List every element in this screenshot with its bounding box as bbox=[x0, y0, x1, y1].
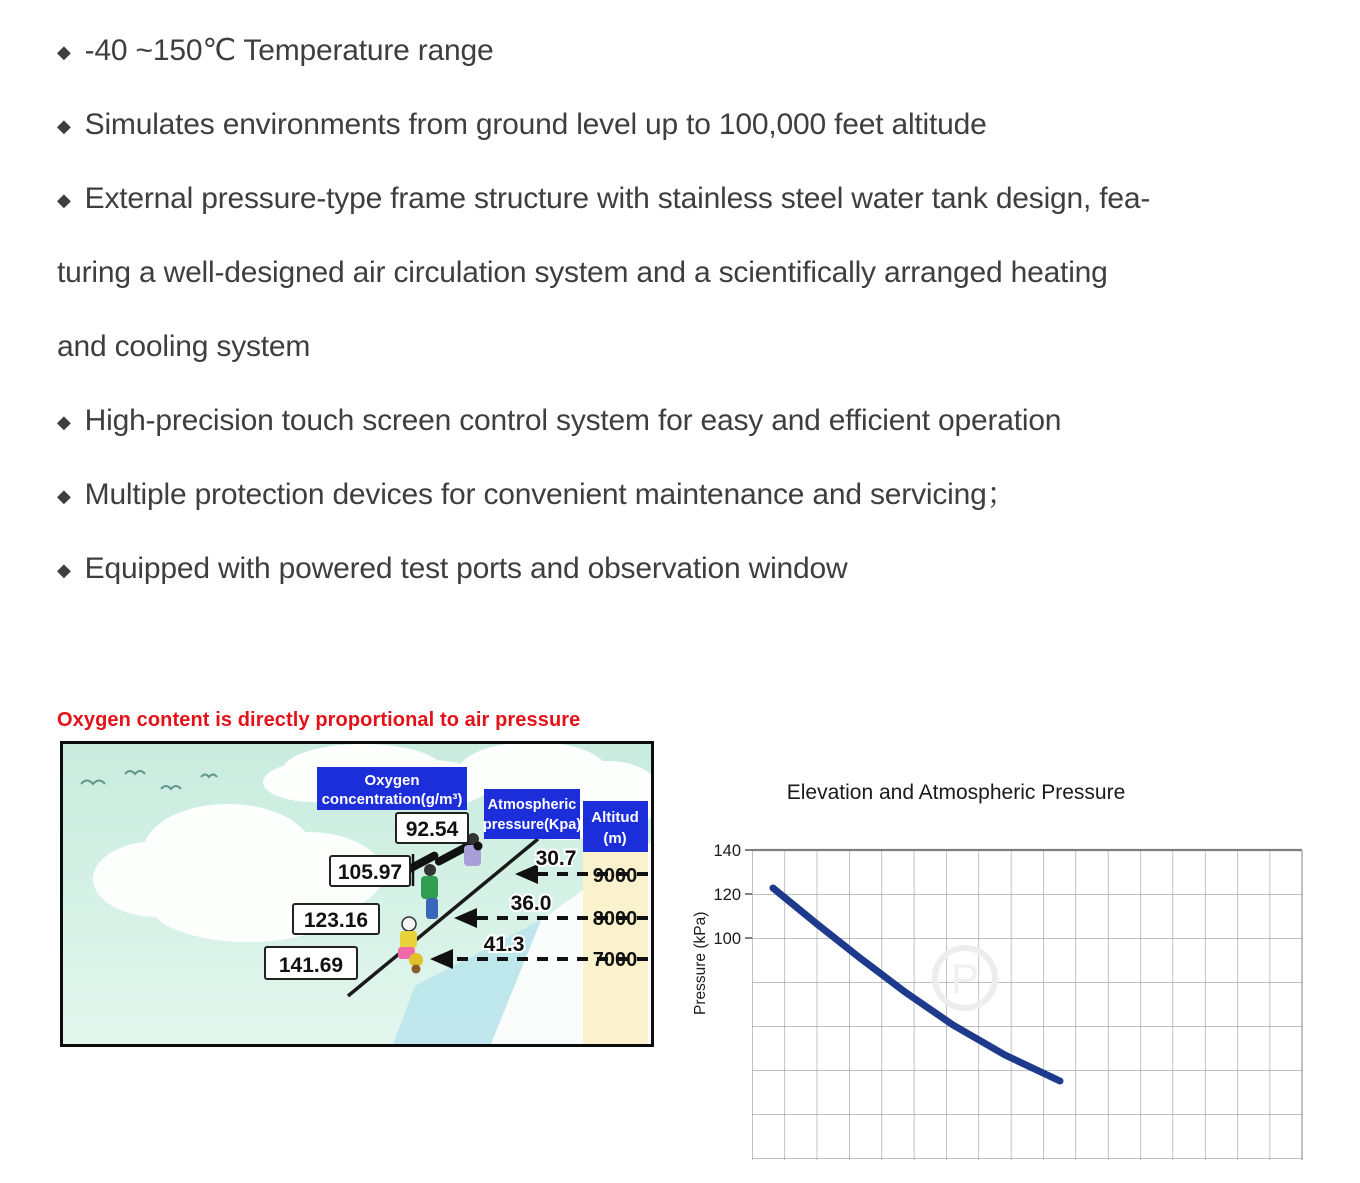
feature-line bbox=[57, 162, 1347, 236]
pressure-chart-canvas bbox=[675, 763, 1360, 1183]
svg-text:41.3: 41.3 bbox=[483, 933, 525, 956]
diamond-bullet-icon: ◆ bbox=[57, 412, 71, 432]
diamond-bullet-icon: ◆ bbox=[57, 486, 71, 506]
oxygen-illustration bbox=[60, 741, 654, 1047]
oxygen-label: Oxygen bbox=[364, 772, 420, 789]
pressure-label: Atmospheric bbox=[487, 797, 577, 813]
svg-text:P: P bbox=[950, 955, 980, 1002]
plot-area bbox=[752, 850, 1302, 1160]
altitude-label: (m) bbox=[603, 830, 627, 847]
feature-text: turing a well-designed air circulation system and a scientifically arranged heating bbox=[57, 256, 1108, 289]
feature-line bbox=[57, 14, 1347, 88]
oxygen-illustration-canvas bbox=[63, 744, 651, 1044]
svg-text:30.7: 30.7 bbox=[535, 847, 577, 870]
feature-text: Simulates environments from ground level up to 100,000 feet altitude bbox=[84, 108, 987, 141]
svg-text:36.0: 36.0 bbox=[510, 892, 552, 915]
y-axis-tick: 120 bbox=[713, 886, 741, 904]
oxygen-value: 105.97 bbox=[337, 861, 403, 884]
feature-text: External pressure-type frame structure with stainless steel water tank design, fea- bbox=[84, 182, 1151, 215]
altitude-value: 8000 bbox=[592, 908, 638, 930]
diamond-bullet-icon: ◆ bbox=[57, 116, 71, 136]
y-axis bbox=[713, 842, 752, 948]
y-axis-tick: 100 bbox=[713, 930, 741, 948]
feature-text: -40 ~150℃ Temperature range bbox=[84, 34, 494, 67]
y-axis-tick: 140 bbox=[713, 842, 741, 860]
feature-line bbox=[57, 384, 1347, 458]
chart-title: Elevation and Atmospheric Pressure bbox=[786, 781, 1126, 804]
y-axis-label: Pressure (kPa) bbox=[692, 911, 709, 1015]
diamond-bullet-icon: ◆ bbox=[57, 42, 71, 62]
feature-line bbox=[57, 236, 1347, 310]
feature-line bbox=[57, 88, 1347, 162]
pressure-chart bbox=[675, 763, 1360, 1183]
oxygen-value: 123.16 bbox=[303, 909, 369, 932]
feature-line bbox=[57, 458, 1347, 532]
pressure-label: pressure(Kpa) bbox=[482, 817, 582, 833]
diamond-bullet-icon: ◆ bbox=[57, 190, 71, 210]
diamond-bullet-icon: ◆ bbox=[57, 560, 71, 580]
altitude-value: 7000 bbox=[592, 949, 638, 971]
feature-text: Multiple protection devices for convenient maintenance and servicing； bbox=[84, 478, 1017, 511]
feature-line bbox=[57, 310, 1347, 384]
feature-text: and cooling system bbox=[57, 330, 311, 363]
feature-list bbox=[57, 14, 1347, 606]
oxygen-label: concentration(g/m³) bbox=[321, 791, 463, 808]
feature-text: High-precision touch screen control system for easy and efficient operation bbox=[84, 404, 1062, 437]
altitude-label: Altitud bbox=[591, 809, 639, 826]
oxygen-value: 92.54 bbox=[405, 818, 459, 841]
oxygen-heading: Oxygen content is directly proportional to air pressure bbox=[57, 709, 581, 731]
feature-line bbox=[57, 532, 1347, 606]
oxygen-value: 141.69 bbox=[278, 954, 344, 977]
altitude-value: 9000 bbox=[592, 865, 638, 887]
feature-text: Equipped with powered test ports and observation window bbox=[84, 552, 848, 585]
